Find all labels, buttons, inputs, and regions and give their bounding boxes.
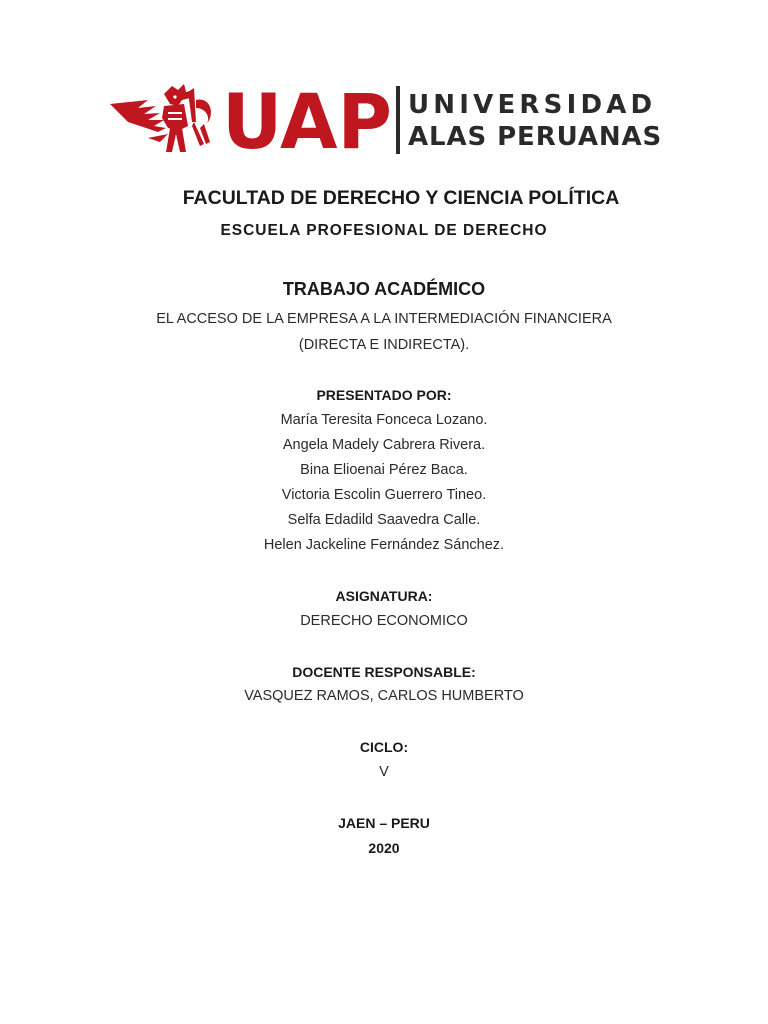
faculty-heading: FACULTAD DE DERECHO Y CIENCIA POLÍTICA — [182, 187, 620, 209]
uap-acronym: UAP — [222, 86, 392, 154]
school-heading: ESCUELA PROFESIONAL DE DERECHO — [220, 222, 548, 239]
year-text: 2020 — [368, 840, 400, 856]
author-name: Victoria Escolin Guerrero Tineo. — [281, 487, 487, 503]
logo-divider — [396, 86, 400, 154]
teacher-value: VASQUEZ RAMOS, CARLOS HUMBERTO — [244, 688, 524, 704]
cycle-value: V — [379, 764, 389, 780]
subject-value: DERECHO ECONOMICO — [300, 613, 468, 629]
presented-by-label: PRESENTADO POR: — [316, 387, 452, 403]
place-text: JAEN – PERU — [338, 815, 430, 831]
topic-line-1: EL ACCESO DE LA EMPRESA A LA INTERMEDIACIÓN FINANCIERA — [156, 311, 612, 327]
author-name: María Teresita Fonceca Lozano. — [280, 412, 488, 428]
work-type-heading: TRABAJO ACADÉMICO — [282, 279, 486, 299]
author-name: Helen Jackeline Fernández Sánchez. — [263, 537, 505, 553]
author-name: Angela Madely Cabrera Rivera. — [282, 437, 486, 453]
subject-label: ASIGNATURA: — [335, 588, 433, 604]
logo-name-line2: ALAS PERUANAS — [408, 122, 663, 152]
teacher-label: DOCENTE RESPONSABLE: — [292, 664, 476, 680]
uap-wordmark — [222, 86, 394, 154]
winged-warrior-icon — [108, 82, 220, 158]
author-name: Bina Elioenai Pérez Baca. — [300, 462, 468, 478]
topic-line-2: (DIRECTA E INDIRECTA). — [298, 337, 470, 353]
logo-name-line1: UNIVERSIDAD — [408, 90, 657, 120]
cycle-label: CICLO: — [359, 739, 409, 755]
author-name: Selfa Edadild Saavedra Calle. — [287, 512, 481, 528]
